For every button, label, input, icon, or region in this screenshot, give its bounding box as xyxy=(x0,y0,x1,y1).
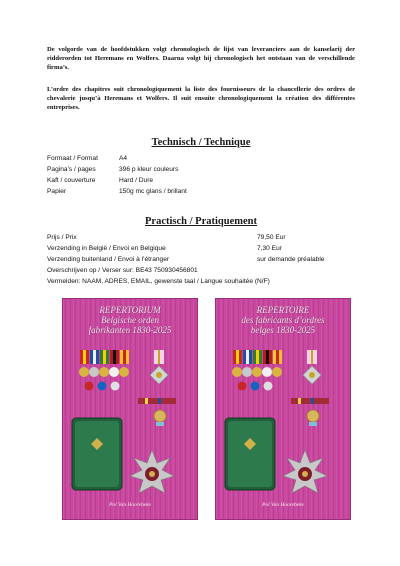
medals-illustration xyxy=(215,298,351,520)
cover-title-line: REPERTORIUM xyxy=(99,305,161,315)
spec-label: Kaft / couverture xyxy=(47,177,96,184)
price-value: sur demande préalable xyxy=(257,256,325,263)
cover-author: Pol Van Hoorebeke xyxy=(109,502,151,508)
technical-heading: Technisch / Technique xyxy=(151,137,251,148)
intro-paragraph-french: L’ordre des chapitres suit chronologiquement la liste des fournisseurs de la chancellerie des ordres de chevalerie jusqu’à Heremans et Wolfers. Il suit ensuite chronologiquement la création des différentes entreprises. xyxy=(47,86,355,111)
bank-transfer-text: Overschrijven op / Verser sur: BE43 750930456801 xyxy=(47,267,198,274)
spec-value: Hard / Dure xyxy=(119,177,154,184)
miniature-bar xyxy=(291,398,329,404)
cover-title-line: REPERTOIRE xyxy=(256,305,310,315)
miniature-bar xyxy=(138,398,176,404)
price-label: Prijs / Prix xyxy=(47,234,77,241)
cover-title-line: Belgische orden xyxy=(101,314,159,325)
grand-star xyxy=(283,450,327,493)
price-value: 79,50 Eur xyxy=(257,234,286,241)
spec-label: Papier xyxy=(47,188,67,195)
practical-heading: Practisch / Pratiquement xyxy=(145,216,257,227)
spec-label: Formaat / Format xyxy=(47,155,98,162)
gold-medal xyxy=(307,410,319,426)
spec-label: Pagina’s / pages xyxy=(47,166,96,173)
spec-value: 150g mc glans / brillant xyxy=(119,188,187,195)
spec-value: A4 xyxy=(119,155,128,162)
green-case xyxy=(225,418,275,490)
cover-title-line: des fabricants d’ordres xyxy=(241,314,325,325)
medals-illustration xyxy=(62,298,198,520)
cover-author: Pol Van Hoorebeke xyxy=(262,502,304,508)
price-label: Verzending in België / Envoi en Belgique xyxy=(47,245,166,252)
gold-medal xyxy=(154,410,166,426)
cross-medal xyxy=(150,350,168,384)
grand-star xyxy=(130,450,174,493)
intro-paragraph-dutch: De volgorde van de hoofdstukken volgt chronologisch de lijst van leveranciers aan de kanselarij der ridderorden tot Heremans en Wolfers. Daarna volgt hij chronologisch het ontstaan van de verschillende firma’s. xyxy=(47,46,355,71)
price-value: 7,30 Eur xyxy=(257,245,282,252)
medal-ribbon-bar xyxy=(232,350,282,391)
cross-medal xyxy=(303,350,321,384)
mention-text: Vermelden: NAAM, ADRES, EMAIL, gewenste taal / Langue souhaitée (N/F) xyxy=(47,278,270,285)
book-cover-dutch xyxy=(62,298,198,520)
cover-title-line: belges 1830-2025 xyxy=(250,324,316,335)
spec-value: 396 p kleur couleurs xyxy=(119,166,179,173)
cover-title-line: fabrikanten 1830-2025 xyxy=(88,324,172,335)
medal-ribbon-bar xyxy=(79,350,129,391)
price-label: Verzending buitenland / Envoi à l’étranger xyxy=(47,256,170,263)
book-cover-french xyxy=(215,298,351,520)
green-case xyxy=(72,418,122,490)
